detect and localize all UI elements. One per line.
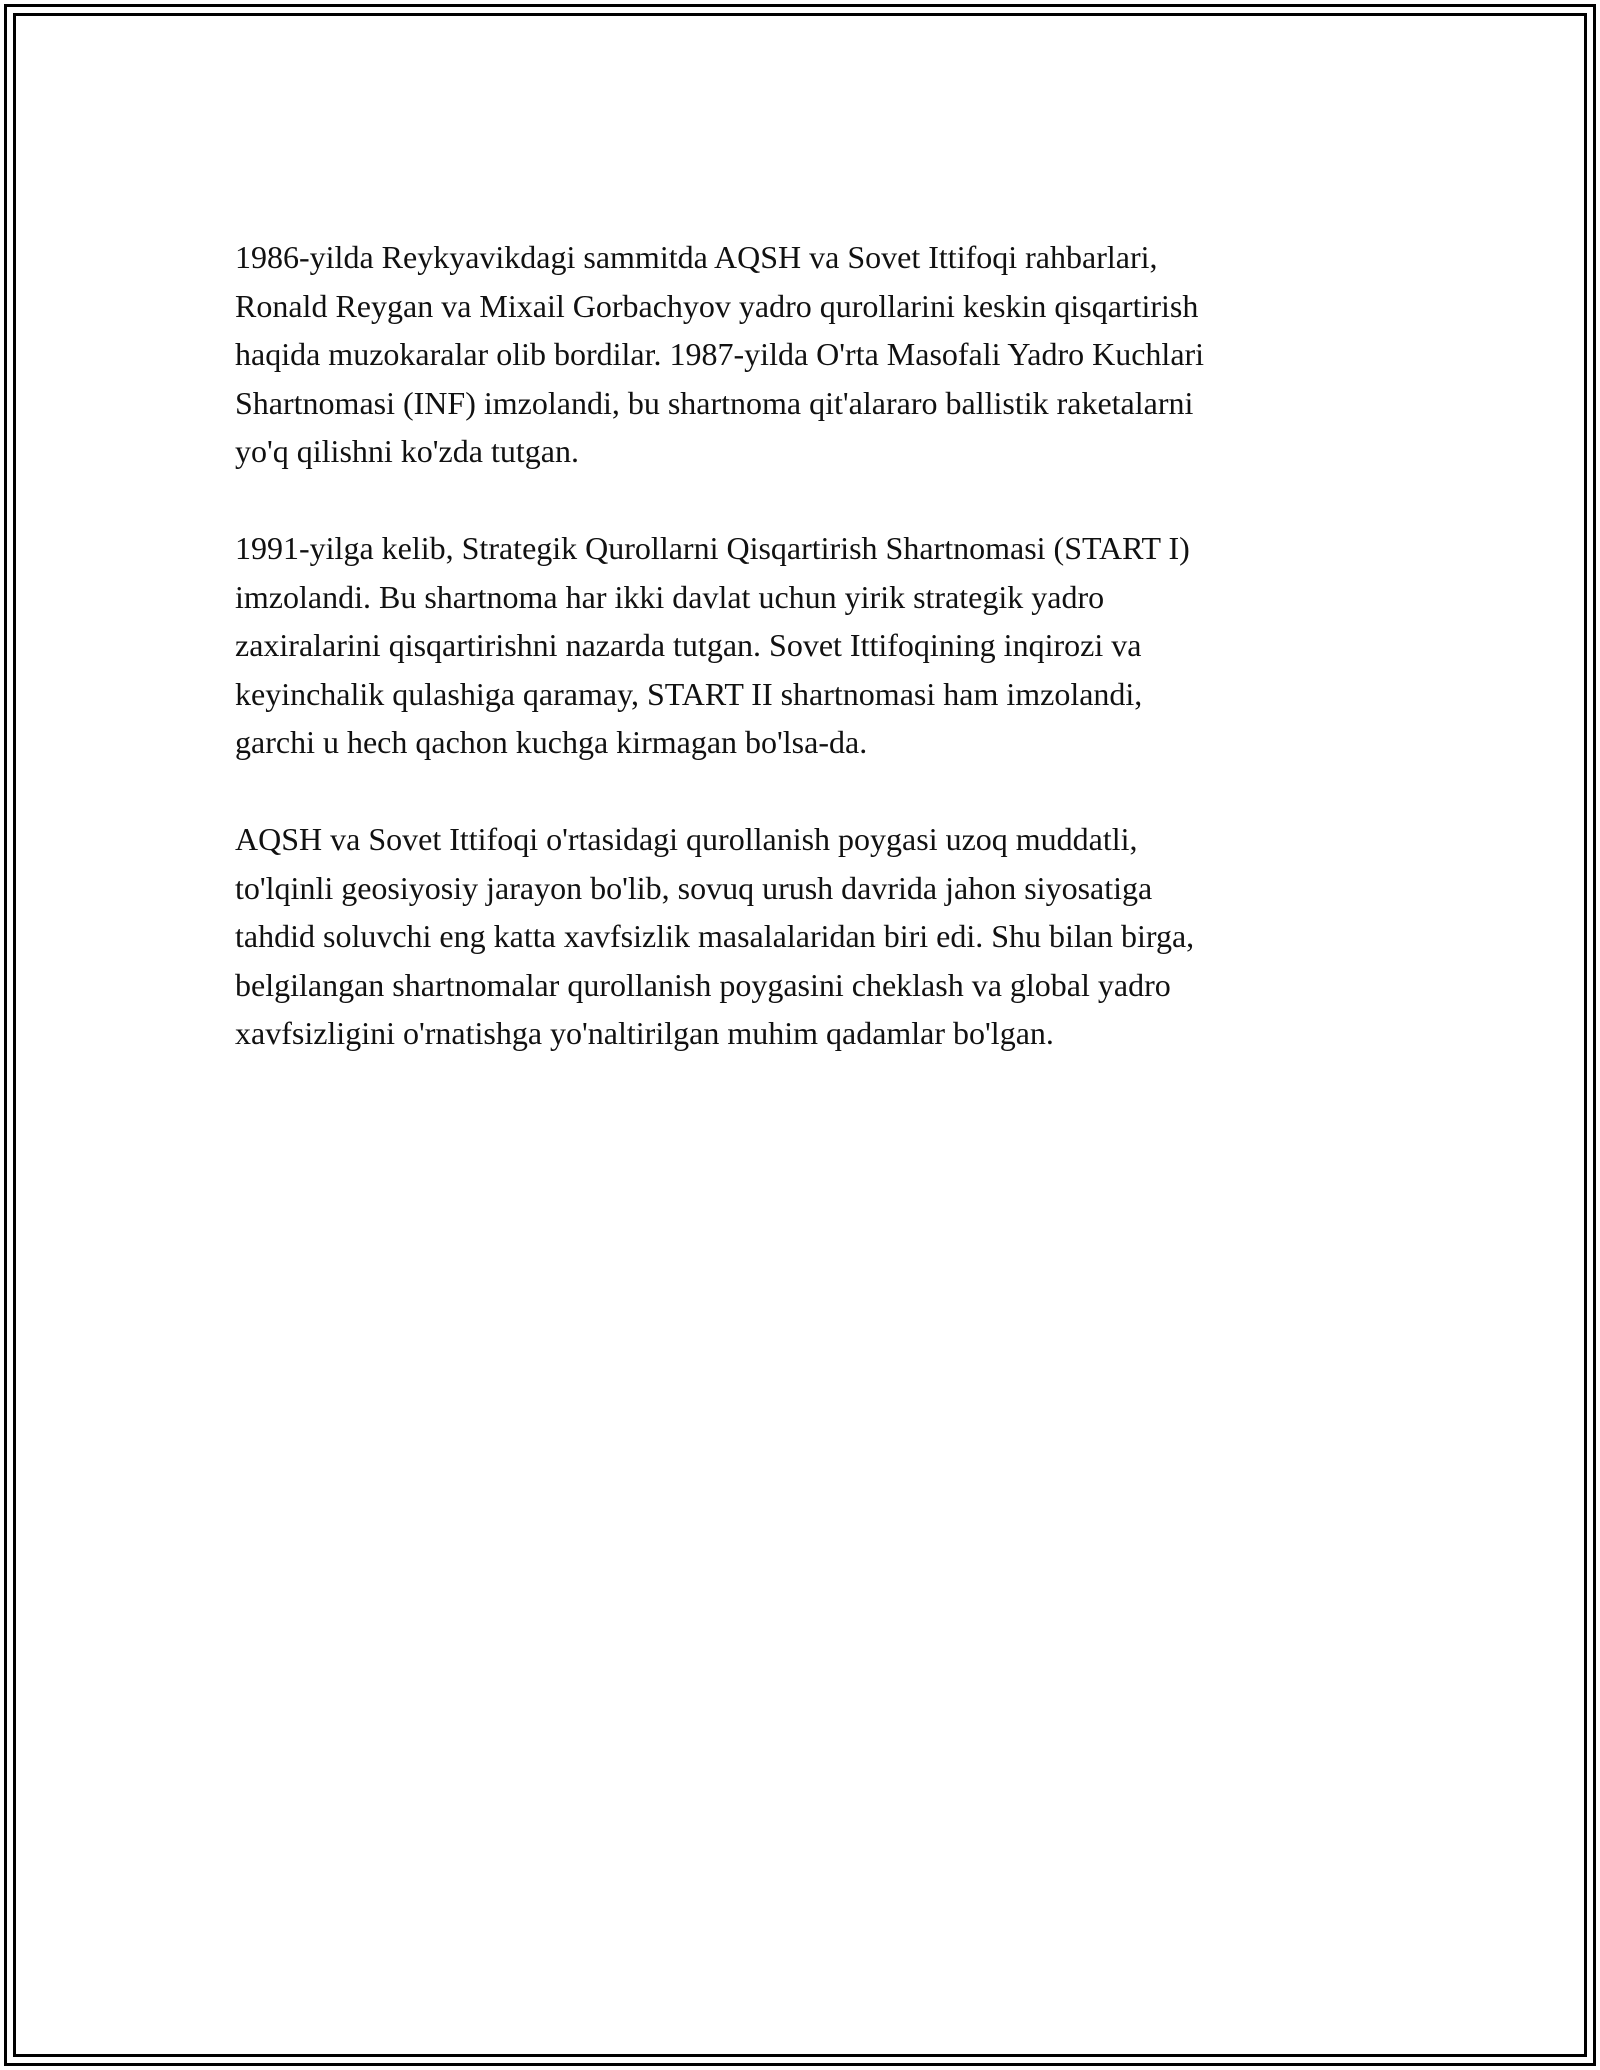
document-body: [235, 233, 1365, 1106]
paragraph-start-treaties: 1991-yilga kelib, Strategik Qurollarni Qisqartirish Shartnomasi (START I) imzolandi. Bu shartnoma har ikki davlat uchun yirik strategik yadro zaxiralarini qisqartirishni nazarda tutgan. Sovet Ittifoqining inqirozi va keyinchalik qulashiga qaramay, START II shartnomasi ham imzolandi, garchi u hech qachon kuchga kirmagan bo'lsa-da.: [235, 530, 1190, 760]
paragraph-arms-race-summary: AQSH va Sovet Ittifoqi o'rtasidagi qurollanish poygasi uzoq muddatli, to'lqinli geosiyosiy jarayon bo'lib, sovuq urush davrida jahon siyosatiga tahdid soluvchi eng katta xavfsizlik masalalaridan biri edi. Shu bilan birga, belgilangan shartnomalar qurollanish poygasini cheklash va global yadro xavfsizligini o'rnatishga yo'naltirilgan muhim qadamlar bo'lgan.: [235, 821, 1195, 1051]
paragraph-reykjavik-summit: 1986-yilda Reykyavikdagi sammitda AQSH va Sovet Ittifoqi rahbarlari, Ronald Reygan va Mixail Gorbachyov yadro qurollarini keskin qisqartirish haqida muzokaralar olib bordilar. 1987-yilda O'rta Masofali Yadro Kuchlari Shartnomasi (INF) imzolandi, bu shartnoma qit'alararo ballistik raketalarni yo'q qilishni ko'zda tutgan.: [235, 239, 1205, 469]
